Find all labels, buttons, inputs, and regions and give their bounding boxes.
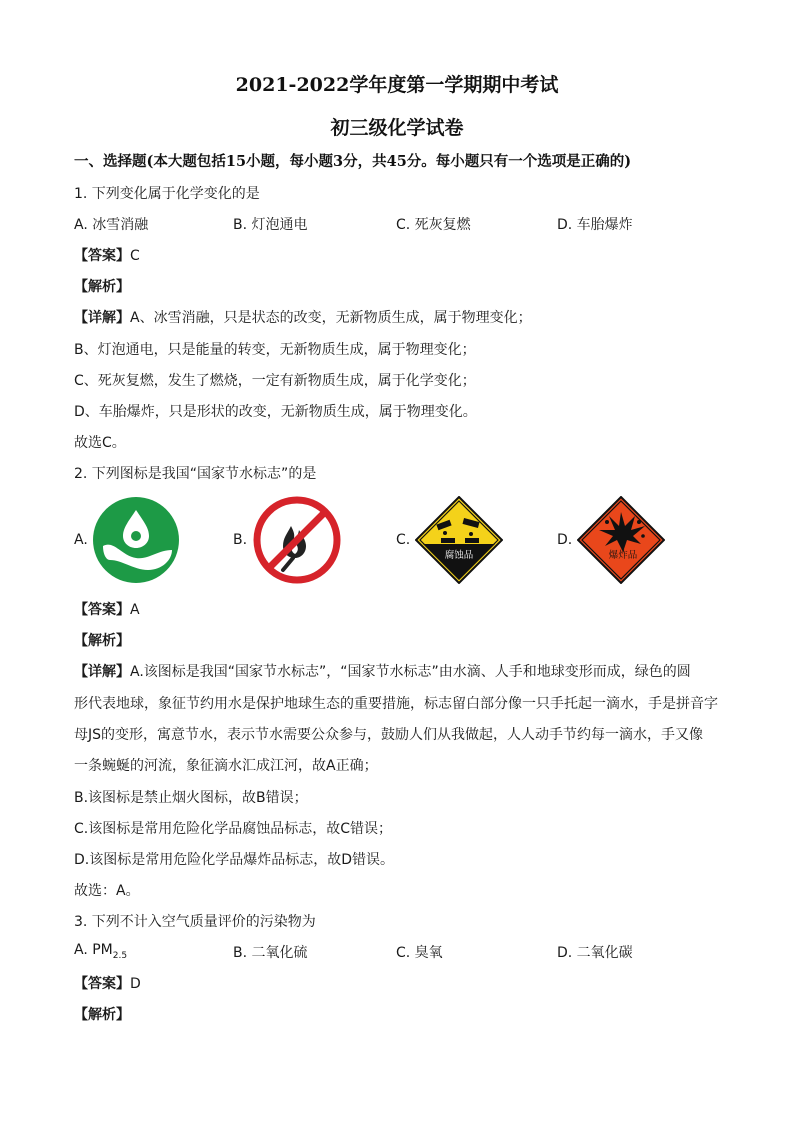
q1-option-a: A. 冰雪消融 (74, 217, 149, 233)
q3-stem: 3. 下列不计入空气质量评价的污染物为 (74, 914, 316, 930)
q1-detail-line: B、灯泡通电，只是能量的转变，无新物质生成，属于物理变化； (74, 342, 476, 358)
answer-value: A (130, 602, 140, 618)
explosive-icon (577, 496, 665, 588)
q3-option-c: C. 臭氧 (396, 945, 443, 961)
no-fire-icon (253, 496, 341, 588)
q2-detail-line: B.该图标是禁止烟火图标，故B错误； (74, 790, 308, 806)
q1-detail-line: C、死灰复燃，发生了燃烧，一定有新物质生成，属于化学变化； (74, 373, 476, 389)
water-saving-icon (92, 496, 180, 588)
q3-option-a: A. $PM_{2.5}$ (74, 942, 128, 961)
q2-conclusion: 故选：A。 (74, 883, 140, 899)
q2-option-b-label: B. (233, 532, 248, 548)
section-heading: 一、选择题(本大题包括15小题，每小题3分，共45分。每小题只有一个选项是正确的) (74, 153, 632, 170)
q1-answer (74, 245, 140, 265)
q3-answer (74, 973, 141, 993)
q1-option-d: D. 车胎爆炸 (557, 217, 633, 233)
q2-option-c-label: C. (396, 532, 411, 548)
corrosive-label: 腐蚀品 (444, 550, 474, 561)
q2-answer (74, 599, 140, 619)
answer-tag: 【答案】 (74, 602, 130, 618)
answer-tag: 【答案】 (74, 976, 130, 992)
q1-option-c: C. 死灰复燃 (396, 217, 471, 233)
q2-detail-line: C.该图标是常用危险化学品腐蚀品标志，故C错误； (74, 821, 392, 837)
q1-stem: 1. 下列变化属于化学变化的是 (74, 186, 260, 202)
q1-analysis-tag: 【解析】 (74, 279, 130, 295)
answer-tag: 【答案】 (74, 248, 130, 264)
q1-detail-line: D、车胎爆炸，只是形状的改变，无新物质生成，属于物理变化。 (74, 404, 477, 420)
q2-analysis-tag: 【解析】 (74, 633, 130, 649)
q2-detail-line: 【详解】A.该图标是我国“国家节水标志”，“国家节水标志”由水滴、人手和地球变形而成，绿色的圆 (74, 664, 691, 680)
q2-detail-line: 母JS的变形，寓意节水，表示节水需要公众参与，鼓励人们从我做起，人人动手节约每一滴水，手又像 (74, 727, 704, 743)
q2-option-d-label: D. (557, 532, 573, 548)
q1-option-b: B. 灯泡通电 (233, 217, 308, 233)
detail-tag: 【详解】 (74, 664, 130, 680)
q1-detail-line: 【详解】A、冰雪消融，只是状态的改变，无新物质生成，属于物理变化； (74, 310, 532, 326)
q1-conclusion: 故选C。 (74, 435, 126, 451)
q3-option-d: D. 二氧化碳 (557, 945, 633, 961)
exam-title: 2021-2022学年度第一学期期中考试 (235, 74, 559, 96)
exam-subtitle: 初三级化学试卷 (330, 117, 464, 139)
detail-tag: 【详解】 (74, 310, 130, 326)
q2-option-a-label: A. (74, 532, 88, 548)
q3-analysis-tag: 【解析】 (74, 1007, 130, 1023)
corrosive-icon (415, 496, 503, 588)
q2-detail-line: 一条蜿蜒的河流，象征滴水汇成江河，故A正确； (74, 758, 378, 774)
answer-value: C (130, 248, 140, 264)
answer-value: D (130, 976, 141, 992)
q2-detail-line: D.该图标是常用危险化学品爆炸品标志，故D错误。 (74, 852, 395, 868)
explosive-label: 爆炸品 (608, 550, 638, 561)
q2-detail-line: 形代表地球，象征节约用水是保护地球生态的重要措施，标志留白部分像一只手托起一滴水，手是拼音字 (74, 696, 718, 712)
q2-stem: 2. 下列图标是我国“国家节水标志”的是 (74, 466, 317, 482)
q3-option-b: B. 二氧化硫 (233, 945, 308, 961)
